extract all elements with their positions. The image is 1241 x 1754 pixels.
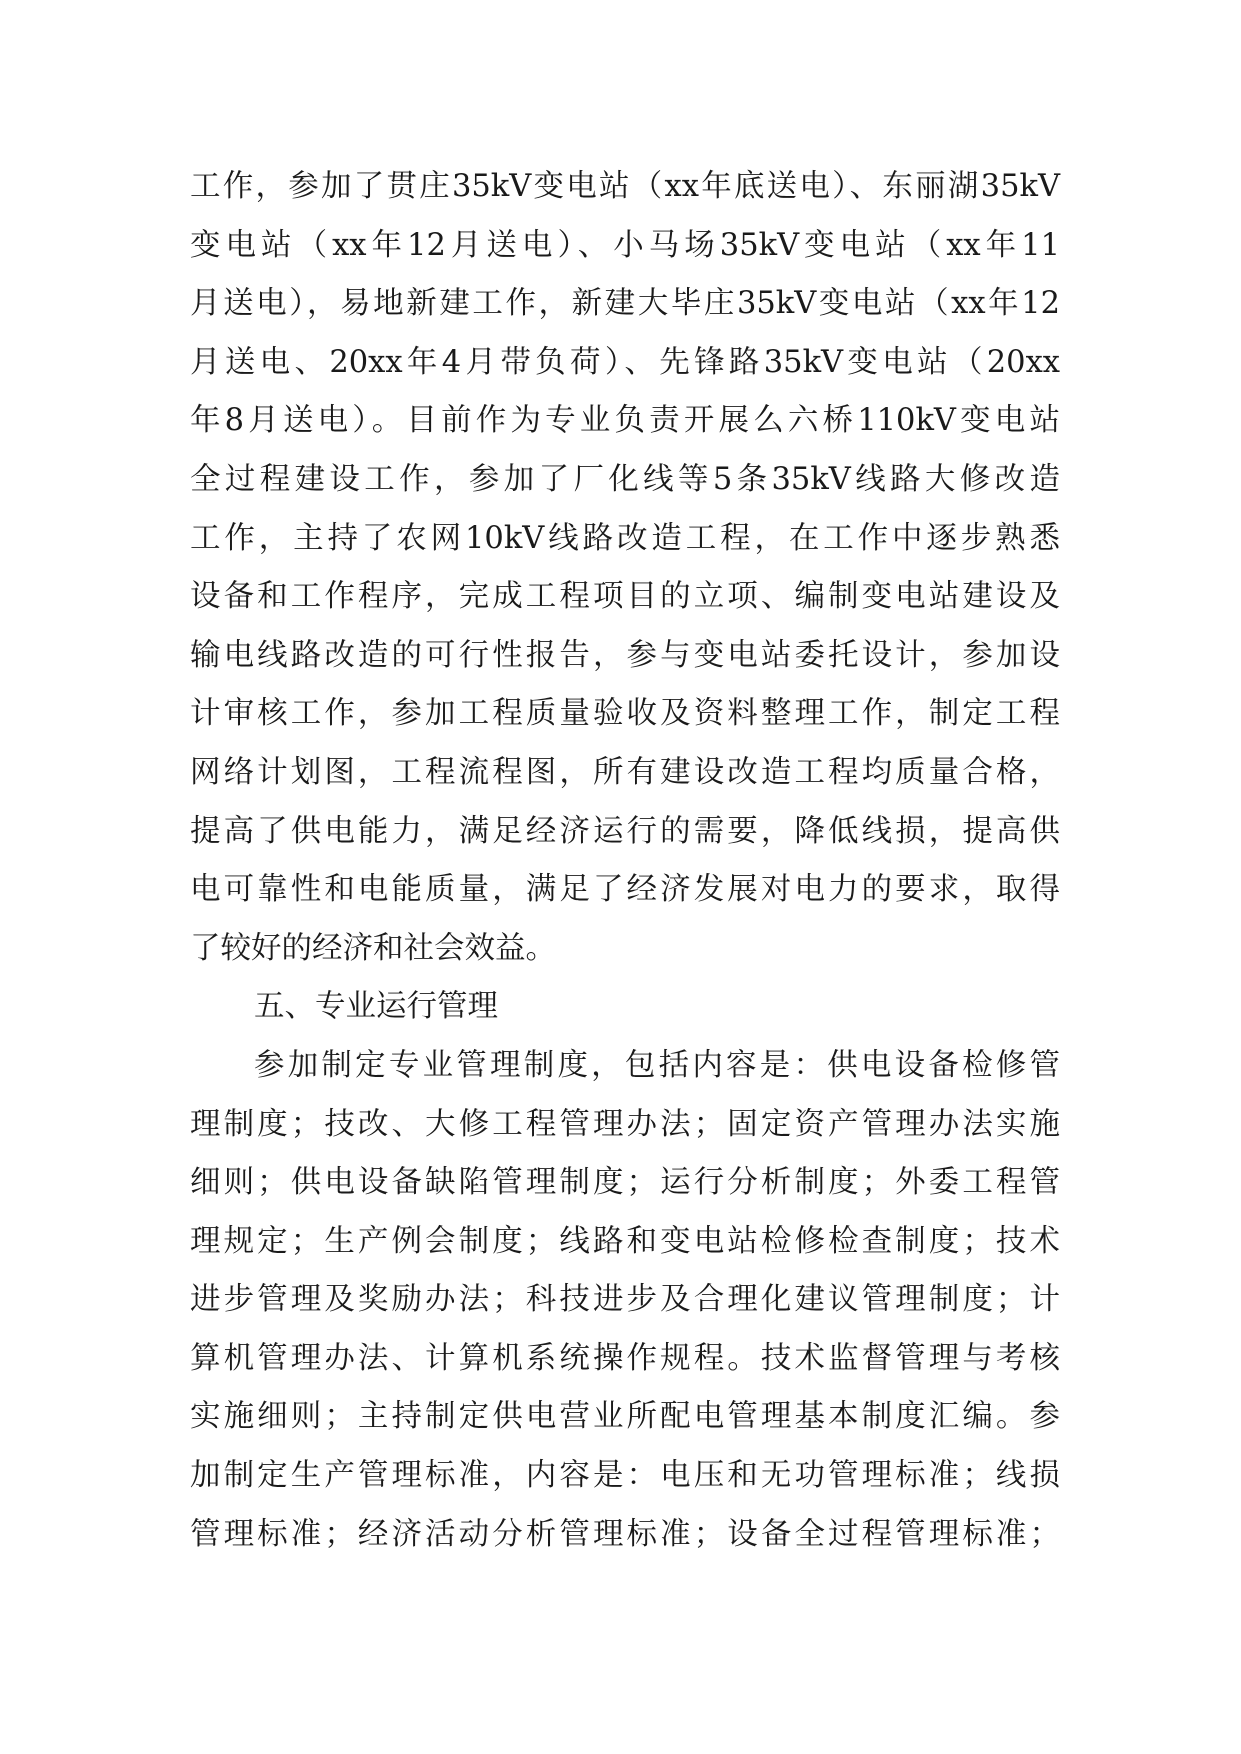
text-line: 理制度；技改、大修工程管理办法；固定资产管理办法实施 bbox=[190, 1106, 1060, 1142]
text-line: 提高了供电能力，满足经济运行的需要，降低线损，提高供 bbox=[190, 813, 1060, 849]
text-line: 年8月送电）。目前作为专业负责开展么六桥110kV变电站 bbox=[190, 403, 1060, 439]
text-line: 月送电），易地新建工作，新建大毕庄35kV变电站（xx年12 bbox=[190, 286, 1060, 322]
text-line: 月送电、20xx年4月带负荷）、先锋路35kV变电站（20xx bbox=[190, 344, 1060, 380]
text-line: 算机管理办法、计算机系统操作规程。技术监督管理与考核 bbox=[190, 1340, 1060, 1376]
text-line: 实施细则；主持制定供电营业所配电管理基本制度汇编。参 bbox=[190, 1399, 1060, 1435]
text-line: 工作，参加了贯庄35kV变电站（xx年底送电）、东丽湖35kV bbox=[190, 169, 1060, 204]
text-line: 进步管理及奖励办法；科技进步及合理化建议管理制度；计 bbox=[190, 1282, 1060, 1318]
text-line: 输电线路改造的可行性报告，参与变电站委托设计，参加设 bbox=[190, 637, 1060, 673]
text-line: 变电站（xx年12月送电）、小马场35kV变电站（xx年11 bbox=[190, 227, 1060, 263]
text-line: 加制定生产管理标准，内容是：电压和无功管理标准；线损 bbox=[190, 1458, 1060, 1494]
paragraph-operation-management bbox=[190, 1037, 1060, 1564]
text-line: 网络计划图，工程流程图，所有建设改造工程均质量合格， bbox=[190, 754, 1060, 790]
text-line: 电可靠性和电能质量，满足了经济发展对电力的要求，取得 bbox=[190, 872, 1060, 908]
text-line: 全过程建设工作，参加了厂化线等5条35kV线路大修改造 bbox=[190, 461, 1060, 497]
text-line: 计审核工作，参加工程质量验收及资料整理工作，制定工程 bbox=[190, 696, 1060, 732]
section-heading: 五、专业运行管理 bbox=[254, 989, 498, 1025]
text-line: 了较好的经济和社会效益。 bbox=[190, 930, 556, 966]
text-line: 设备和工作程序，完成工程项目的立项、编制变电站建设及 bbox=[190, 579, 1060, 615]
text-line: 工作，主持了农网10kV线路改造工程，在工作中逐步熟悉 bbox=[190, 520, 1060, 556]
text-line: 参加制定专业管理制度，包括内容是：供电设备检修管 bbox=[254, 1047, 1060, 1083]
body-text bbox=[190, 158, 1060, 1564]
text-line: 理规定；生产例会制度；线路和变电站检修检查制度；技术 bbox=[190, 1223, 1060, 1259]
text-line: 管理标准；经济活动分析管理标准；设备全过程管理标准； bbox=[190, 1516, 1060, 1552]
text-line: 细则；供电设备缺陷管理制度；运行分析制度；外委工程管 bbox=[190, 1165, 1060, 1201]
paragraph-project-work bbox=[190, 158, 1060, 978]
